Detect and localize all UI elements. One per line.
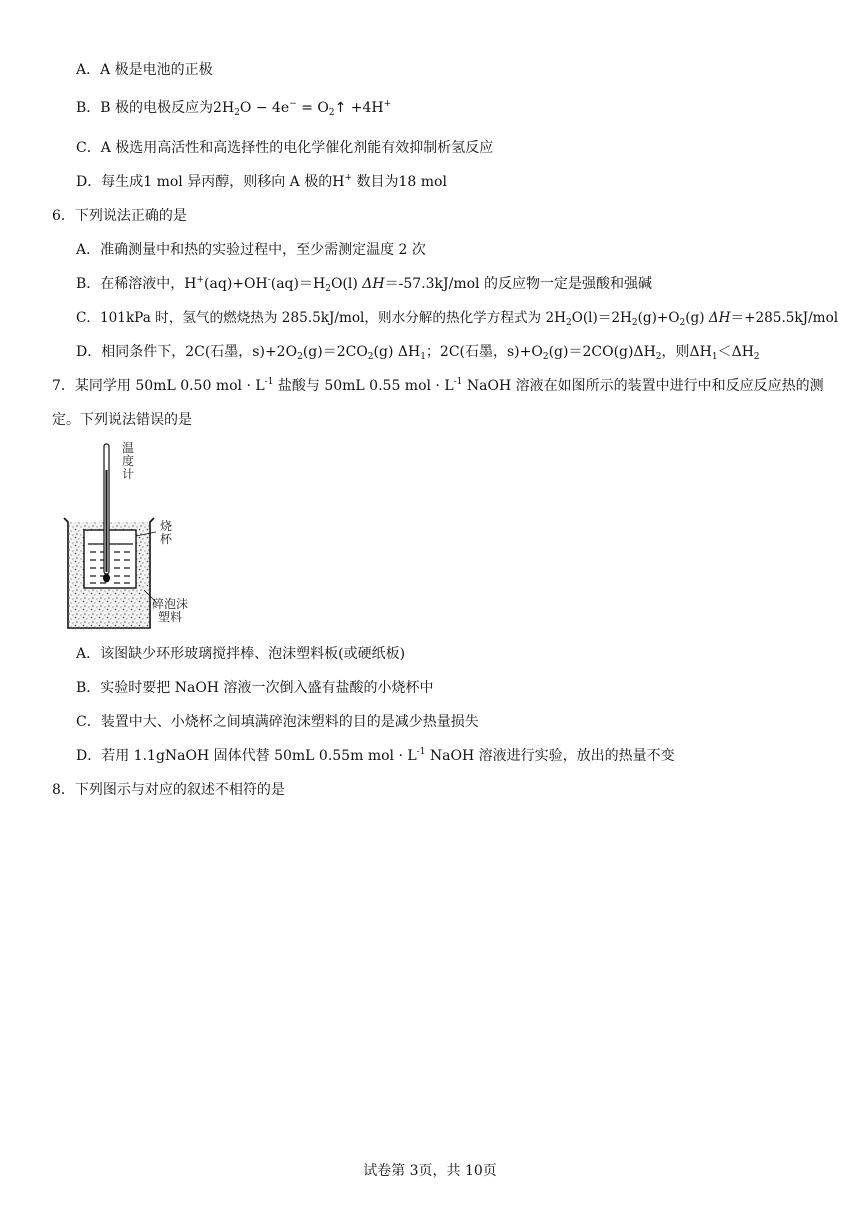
option-letter: C． [76,140,101,156]
option-text: A 极是电池的正极 [100,62,213,78]
option-letter: B． [76,100,101,116]
q7-stem-line2: 定。下列说法错误的是 [52,412,192,428]
electrode-equation: $2H_2O - 4e^-$ = $O_2↑ +4H^+$ [213,99,392,118]
q8-stem: 8．下列图示与对应的叙述不相符的是 [52,782,285,798]
q6-option-b: B．在稀溶液中，$H^+(aq)+OH^-(aq)=H_2O(l)$ ΔH＝-57.3kJ/mol 的反应物一定是强酸和强碱 [76,275,652,294]
q7-option-d: D．若用 1.1gNaOH 固体代替 50mL 0.55m mol · $L^{-1}$ NaOH 溶液进行实验，放出的热量不变 [76,747,675,764]
option-text: 每生成1 mol 异丙醇，则移向 A 极的H+ 数目为18 mol [101,173,447,190]
q5-option-d [76,172,447,192]
small-beaker [84,530,136,588]
option-text: B 极的电极反应为 [100,100,214,116]
q7-option-b: B．实验时要把 NaOH 溶液一次倒入盛有盐酸的小烧杯中 [76,680,434,696]
beaker-label: 烧杯 [160,519,173,546]
gas-arrow-icon: ↑ [334,100,347,116]
q6-option-a: A．准确测量中和热的实验过程中，至少需测定温度 2 次 [76,242,426,258]
calorimeter-figure [58,440,208,632]
q5-option-a [76,60,213,80]
q6-stem: 6．下列说法正确的是 [52,208,187,224]
q7-option-a: A．该图缺少环形玻璃搅拌棒、泡沫塑料板(或硬纸板) [76,646,406,662]
q5-option-c [76,138,493,158]
thermometer-label: 温度计 [122,441,135,481]
foam-label: 碎泡沫 塑料 [152,597,189,624]
option-text: A 极选用高活性和高选择性的电化学催化剂能有效抑制析氢反应 [100,140,494,156]
q6-option-d: D．相同条件下，2C(石墨，$s)+2O_2(g)=2CO_2(g)$ $\Delta H_1$；2C(石墨，$s)+O_2(g)=2CO(g)\Delta H_2$，则$\Delta H_1<\Delta H_2$ [76,344,760,362]
option-letter: A． [76,62,101,78]
thermometer-icon [103,444,110,583]
option-letter: D． [76,174,102,190]
q7-option-c: C．装置中大、小烧杯之间填满碎泡沫塑料的目的是减少热量损失 [76,714,479,730]
page-footer: 试卷第 3页，共 10页 [363,1163,497,1179]
q6-option-c: C．101kPa 时，氢气的燃烧热为 285.5kJ/mol，则水分解的热化学方程式为 $2H_2O(l)=2H_2(g)+O_2(g)$ ΔH＝+285.5kJ/mol [76,310,839,328]
q7-stem-line1: 7．某同学用 50mL 0.50 mol · $L^{-1}$ 盐酸与 50mL 0.55 mol · $L^{-1}$ NaOH 溶液在如图所示的装置中进行中和反应反应热的测 [52,377,824,394]
q5-option-b [76,98,391,118]
